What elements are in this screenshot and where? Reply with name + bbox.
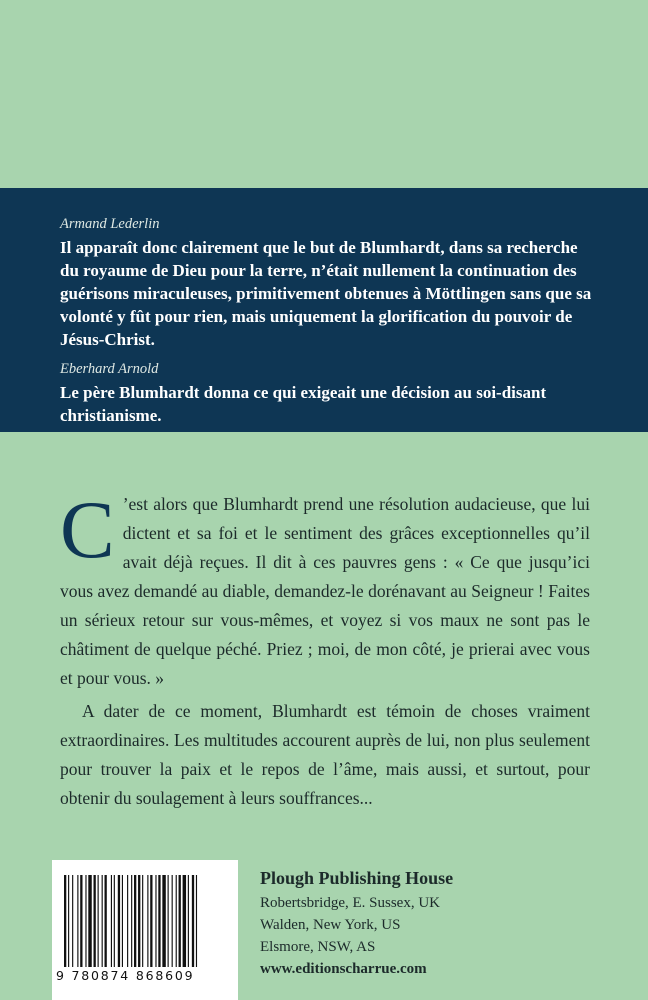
blurb: [60, 484, 590, 813]
publisher-name: Plough Publishing House: [260, 868, 454, 888]
blurb-paragraph-text: ’est alors que Blumhardt prend une résolution audacieuse, que lui dictent et sa foi et le sentiment des grâces exceptionnelles qu’il avait déjà reçues. Il dit à ces pauvres gens : « Ce que jusqu’ici vous avez demandé au diable, demandez-le dorénavant au Seigneur ! Faites un sérieux retour sur vous-mêmes, et voyez si vos maux ne sont pas le châtiment de quelque péché. Priez ; moi, de mon côté, je prierai avec vous et pour vous. »: [60, 494, 590, 688]
quote-author: Armand Lederlin: [60, 216, 160, 232]
quote-author: Eberhard Arnold: [60, 361, 159, 377]
publisher-website[interactable]: www.editionscharrue.com: [260, 961, 427, 977]
isbn-number: 9 780874 868609: [56, 968, 195, 983]
publisher-address: Walden, New York, US: [260, 917, 401, 933]
blurb-paragraph: [60, 484, 590, 693]
publisher-address: Elsmore, NSW, AS: [260, 939, 376, 955]
quotes-section: [60, 216, 600, 437]
barcode: [52, 860, 238, 1000]
quote-text: Le père Blumhardt donna ce qui exigeait une décision au soi-disant christianisme.: [60, 383, 547, 425]
quote-text: Il apparaît donc clairement que le but de Blumhardt, dans sa recherche du royaume de Dieu pour la terre, n’était nullement la continuation des guérisons miraculeuses, primitivement obtenues à Möttlingen sans que sa volonté y fût pour rien, mais uniquement la glorification du pouvoir de Jésus-Christ.: [60, 238, 592, 349]
drop-cap: C: [60, 484, 115, 575]
barcode-bars: [64, 875, 226, 967]
publisher-address: Robertsbridge, E. Sussex, UK: [260, 895, 440, 911]
blurb-paragraph: A dater de ce moment, Blumhardt est témoin de choses vraiment extraordinaires. Les multitudes accourent auprès de lui, non plus seulement pour trouver la paix et le repos de l’âme, mais aussi, et surtout, pour obtenir du soulagement à leurs souffrances...: [60, 701, 590, 808]
publisher-info: [260, 866, 620, 980]
